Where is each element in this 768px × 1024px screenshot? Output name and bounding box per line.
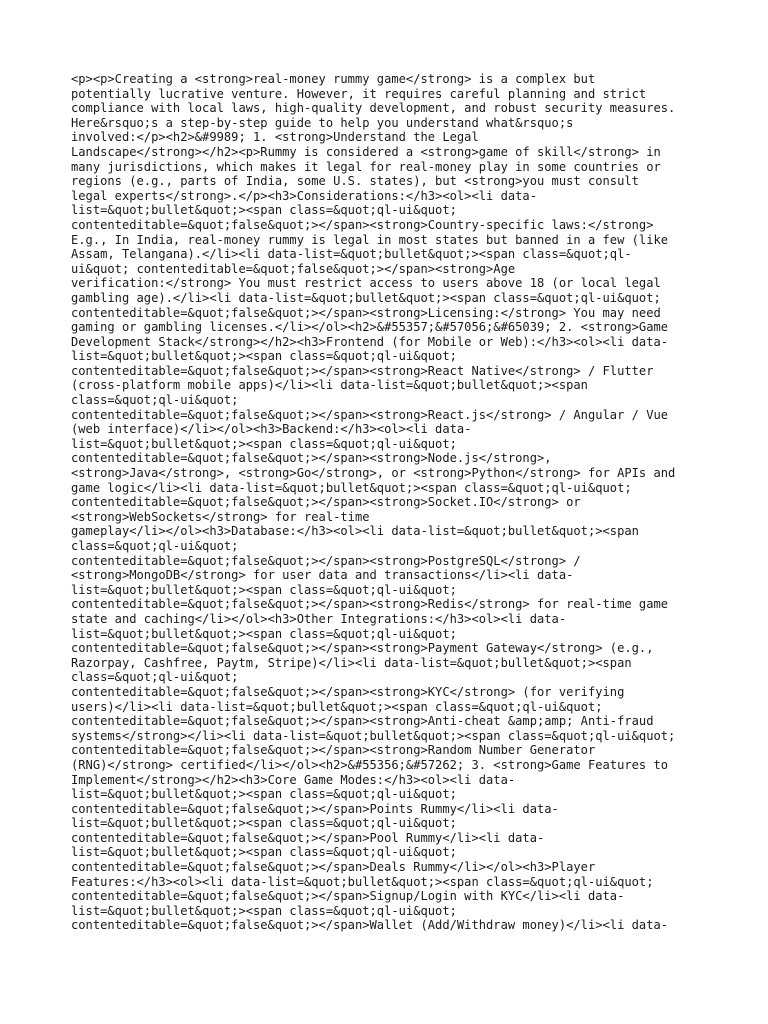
text-line: contenteditable=&quot;false&quot;></span><strong>Node.js</strong>, bbox=[71, 451, 552, 466]
text-line: E.g., In India, real-money rummy is legal in most states but banned in a few (like bbox=[71, 232, 669, 247]
text-line: <strong>WebSockets</strong> for real-time bbox=[71, 509, 370, 524]
text-line: contenteditable=&quot;false&quot;></span><strong>Licensing:</strong> You may need bbox=[71, 305, 661, 320]
text-line: Features:</h3><ol><li data-list=&quot;bullet&quot;><span class=&quot;ql-ui&quot; bbox=[71, 874, 654, 889]
text-line: contenteditable=&quot;false&quot;></span><strong>KYC</strong> (for verifying bbox=[71, 684, 625, 699]
text-line: gameplay</li></ol><h3>Database:</h3><ol><li data-list=&quot;bullet&quot;><span bbox=[71, 524, 639, 539]
text-line: class=&quot;ql-ui&quot; bbox=[71, 670, 239, 685]
text-line: list=&quot;bullet&quot;><span class=&quot;ql-ui&quot; bbox=[71, 349, 457, 364]
text-line: list=&quot;bullet&quot;><span class=&quot;ql-ui&quot; bbox=[71, 626, 457, 641]
text-line: contenteditable=&quot;false&quot;></span>Deals Rummy</li></ol><h3>Player bbox=[71, 860, 596, 875]
text-line: <strong>MongoDB</strong> for user data and transactions</li><li data- bbox=[71, 568, 574, 583]
text-line: Here&rsquo;s a step-by-step guide to help you understand what&rsquo;s bbox=[71, 115, 574, 130]
text-line: Implement</strong></h2><h3>Core Game Modes:</h3><ol><li data- bbox=[71, 772, 516, 787]
text-line: contenteditable=&quot;false&quot;></span><strong>Anti-cheat &amp;amp; Anti-fraud bbox=[71, 714, 654, 729]
text-line: contenteditable=&quot;false&quot;></span><strong>Random Number Generator bbox=[71, 743, 596, 758]
text-line: Development Stack</strong></h2><h3>Frontend (for Mobile or Web):</h3><ol><li data- bbox=[71, 334, 669, 349]
text-line: gambling age).</li><li data-list=&quot;bullet&quot;><span class=&quot;ql-ui&quot; bbox=[71, 290, 661, 305]
text-line: contenteditable=&quot;false&quot;></span>Signup/Login with KYC</li><li data- bbox=[71, 889, 625, 904]
text-line: class=&quot;ql-ui&quot; bbox=[71, 539, 239, 553]
text-line: (RNG)</strong> certified</li></ol><h2>&#55356;&#57262; 3. <strong>Game Features to bbox=[71, 757, 669, 772]
text-line: state and caching</li></ol><h3>Other Integrations:</h3><ol><li data- bbox=[71, 611, 567, 626]
text-line: contenteditable=&quot;false&quot;></span><strong>React Native</strong> / Flutter bbox=[71, 363, 654, 378]
text-line: gaming or gambling licenses.</li></ol><h2>&#55357;&#57056;&#65039; 2. <strong>Game bbox=[71, 320, 669, 335]
text-line: contenteditable=&quot;false&quot;></span><strong>Redis</strong> for real-time game bbox=[71, 597, 669, 612]
text-line: list=&quot;bullet&quot;><span class=&quot;ql-ui&quot; bbox=[71, 816, 457, 831]
text-line: Razorpay, Cashfree, Paytm, Stripe)</li><li data-list=&quot;bullet&quot;><span bbox=[71, 655, 632, 670]
text-line: involved:</p><h2>&#9989; 1. <strong>Understand the Legal bbox=[71, 130, 479, 145]
text-line: list=&quot;bullet&quot;><span class=&quot;ql-ui&quot; bbox=[71, 582, 457, 597]
text-line: potentially lucrative venture. However, it requires careful planning and strict bbox=[71, 86, 647, 101]
text-line: many jurisdictions, which makes it legal for real-money play in some countries or bbox=[71, 159, 661, 174]
text-line: list=&quot;bullet&quot;><span class=&quot;ql-ui&quot; bbox=[71, 436, 457, 451]
text-line: list=&quot;bullet&quot;><span class=&quot;ql-ui&quot; bbox=[71, 203, 457, 218]
text-line: ui&quot; contenteditable=&quot;false&quot;></span><strong>Age bbox=[71, 261, 516, 276]
text-line: regions (e.g., parts of India, some U.S. states), but <strong>you must consult bbox=[71, 174, 639, 189]
text-line: class=&quot;ql-ui&quot; bbox=[71, 393, 239, 408]
text-line: contenteditable=&quot;false&quot;></span><strong>React.js</strong> / Angular / Vue bbox=[71, 407, 669, 422]
text-line: list=&quot;bullet&quot;><span class=&quot;ql-ui&quot; bbox=[71, 903, 457, 918]
text-line: list=&quot;bullet&quot;><span class=&quot;ql-ui&quot; bbox=[71, 845, 457, 860]
text-line: <strong>Java</strong>, <strong>Go</strong>, or <strong>Python</strong> for APIs and bbox=[71, 466, 676, 481]
text-line: contenteditable=&quot;false&quot;></span><strong>Country-specific laws:</strong> bbox=[71, 217, 654, 232]
text-line: systems</strong></li><li data-list=&quot;bullet&quot;><span class=&quot;ql-ui&quot; bbox=[71, 728, 676, 743]
text-line: legal experts</strong>.</p><h3>Considerations:</h3><ol><li data- bbox=[71, 188, 537, 203]
text-line: list=&quot;bullet&quot;><span class=&quot;ql-ui&quot; bbox=[71, 787, 457, 802]
text-line: compliance with local laws, high-quality development, and robust security measures. bbox=[71, 101, 676, 116]
text-line: contenteditable=&quot;false&quot;></span>Wallet (Add/Withdraw money)</li><li data- bbox=[71, 918, 669, 933]
text-line: game logic</li><li data-list=&quot;bullet&quot;><span class=&quot;ql-ui&quot; bbox=[71, 480, 632, 495]
text-line: (cross-platform mobile apps)</li><li data-list=&quot;bullet&quot;><span bbox=[71, 378, 588, 393]
text-line: verification:</strong> You must restrict access to users above 18 (or local legal bbox=[71, 276, 661, 291]
text-line: contenteditable=&quot;false&quot;></span><strong>PostgreSQL</strong> / bbox=[71, 553, 581, 568]
text-line: Assam, Telangana).</li><li data-list=&quot;bullet&quot;><span class=&quot;ql- bbox=[71, 247, 632, 262]
text-line: <p><p>Creating a <strong>real-money rummy game</strong> is a complex but bbox=[71, 72, 596, 86]
text-line: users)</li><li data-list=&quot;bullet&quot;><span class=&quot;ql-ui&quot; bbox=[71, 699, 603, 714]
text-line: contenteditable=&quot;false&quot;></span>Points Rummy</li><li data- bbox=[71, 801, 559, 816]
text-line: contenteditable=&quot;false&quot;></span>Pool Rummy</li><li data- bbox=[71, 830, 545, 845]
text-line: contenteditable=&quot;false&quot;></span><strong>Payment Gateway</strong> (e.g., bbox=[71, 641, 654, 656]
document-body-text bbox=[71, 72, 701, 933]
text-line: (web interface)</li></ol><h3>Backend:</h3><ol><li data- bbox=[71, 422, 472, 437]
text-line: Landscape</strong></h2><p>Rummy is considered a <strong>game of skill</strong> in bbox=[71, 144, 661, 159]
text-line: contenteditable=&quot;false&quot;></span><strong>Socket.IO</strong> or bbox=[71, 495, 581, 510]
